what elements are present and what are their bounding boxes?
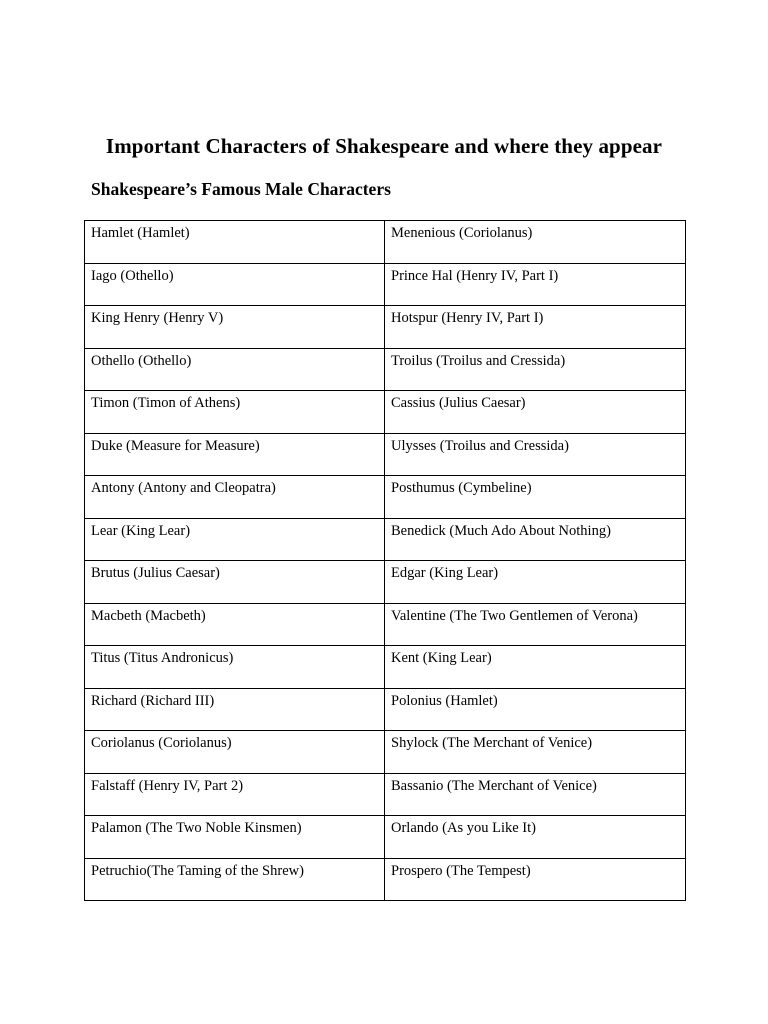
- cell-text: Cassius (Julius Caesar): [391, 395, 526, 411]
- cell-text: Iago (Othello): [91, 267, 174, 284]
- table-row: [85, 816, 686, 859]
- document-title: Important Characters of Shakespeare and where they appear: [105, 134, 663, 158]
- table-row: [85, 433, 686, 476]
- table-row: [85, 348, 686, 391]
- table-cell: [385, 518, 686, 561]
- cell-text: Falstaff (Henry IV, Part 2): [91, 777, 244, 794]
- table-row: [85, 561, 686, 604]
- cell-text: Coriolanus (Coriolanus): [91, 735, 232, 751]
- table-row: [85, 221, 686, 264]
- table-cell: [85, 348, 385, 391]
- cell-text: Posthumus (Cymbeline): [391, 480, 532, 496]
- cell-text: Lear (King Lear): [91, 522, 191, 539]
- cell-text: Petruchio(The Taming of the Shrew): [91, 862, 304, 879]
- table-row: [85, 773, 686, 816]
- cell-text: Richard (Richard III): [91, 692, 215, 709]
- table-cell: [85, 476, 385, 519]
- cell-text: Shylock (The Merchant of Venice): [391, 735, 593, 751]
- cell-text: Benedick (Much Ado About Nothing): [391, 522, 611, 539]
- cell-text: Titus (Titus Andronicus): [91, 650, 234, 666]
- cell-text: Ulysses (Troilus and Cressida): [391, 437, 569, 454]
- cell-text: Orlando (As you Like It): [391, 820, 536, 836]
- table-cell: [385, 646, 686, 689]
- cell-text: Palamon (The Two Noble Kinsmen): [91, 820, 302, 836]
- table-cell: [85, 518, 385, 561]
- cell-text: Bassanio (The Merchant of Venice): [391, 777, 597, 794]
- cell-text: Polonius (Hamlet): [391, 692, 498, 709]
- table-row: [85, 858, 686, 901]
- table-cell: [85, 306, 385, 349]
- table-cell: [385, 858, 686, 901]
- table-row: [85, 306, 686, 349]
- table-row: [85, 263, 686, 306]
- table-cell: [385, 688, 686, 731]
- cell-text: Hamlet (Hamlet): [91, 225, 190, 241]
- table-row: [85, 518, 686, 561]
- table-row: [85, 476, 686, 519]
- cell-text: Antony (Antony and Cleopatra): [91, 480, 276, 496]
- cell-text: Hotspur (Henry IV, Part I): [391, 310, 544, 326]
- table-cell: [85, 561, 385, 604]
- table-cell: [85, 688, 385, 731]
- table-cell: [85, 391, 385, 434]
- cell-text: Macbeth (Macbeth): [91, 607, 206, 624]
- table-cell: [85, 646, 385, 689]
- table-cell: [385, 348, 686, 391]
- table-cell: [85, 221, 385, 264]
- cell-text: Timon (Timon of Athens): [91, 395, 241, 411]
- section-heading: Shakespeare’s Famous Male Characters: [91, 179, 391, 199]
- cell-text: Othello (Othello): [91, 352, 192, 369]
- cell-text: Troilus (Troilus and Cressida): [391, 352, 566, 369]
- table-cell: [385, 391, 686, 434]
- cell-text: King Henry (Henry V): [91, 310, 224, 326]
- table-row: [85, 688, 686, 731]
- characters-table: [84, 220, 686, 901]
- table-cell: [85, 773, 385, 816]
- table-cell: [385, 603, 686, 646]
- table-cell: [385, 561, 686, 604]
- cell-text: Menenious (Coriolanus): [391, 225, 533, 241]
- cell-text: Edgar (King Lear): [391, 565, 499, 581]
- table-cell: [385, 476, 686, 519]
- table-cell: [85, 263, 385, 306]
- cell-text: Valentine (The Two Gentlemen of Verona): [391, 607, 638, 624]
- cell-text: Prince Hal (Henry IV, Part I): [391, 267, 559, 284]
- table-cell: [385, 306, 686, 349]
- table-row: [85, 391, 686, 434]
- table-cell: [85, 731, 385, 774]
- table-row: [85, 646, 686, 689]
- table-cell: [385, 731, 686, 774]
- table-cell: [385, 773, 686, 816]
- table-cell: [385, 433, 686, 476]
- table-cell: [85, 816, 385, 859]
- cell-text: Kent (King Lear): [391, 650, 492, 666]
- table-cell: [385, 816, 686, 859]
- table-cell: [385, 221, 686, 264]
- cell-text: Prospero (The Tempest): [391, 862, 531, 879]
- table-row: [85, 731, 686, 774]
- table-row: [85, 603, 686, 646]
- cell-text: Brutus (Julius Caesar): [91, 565, 220, 581]
- cell-text: Duke (Measure for Measure): [91, 437, 260, 454]
- table-cell: [85, 858, 385, 901]
- table-cell: [85, 433, 385, 476]
- table-cell: [385, 263, 686, 306]
- table-cell: [85, 603, 385, 646]
